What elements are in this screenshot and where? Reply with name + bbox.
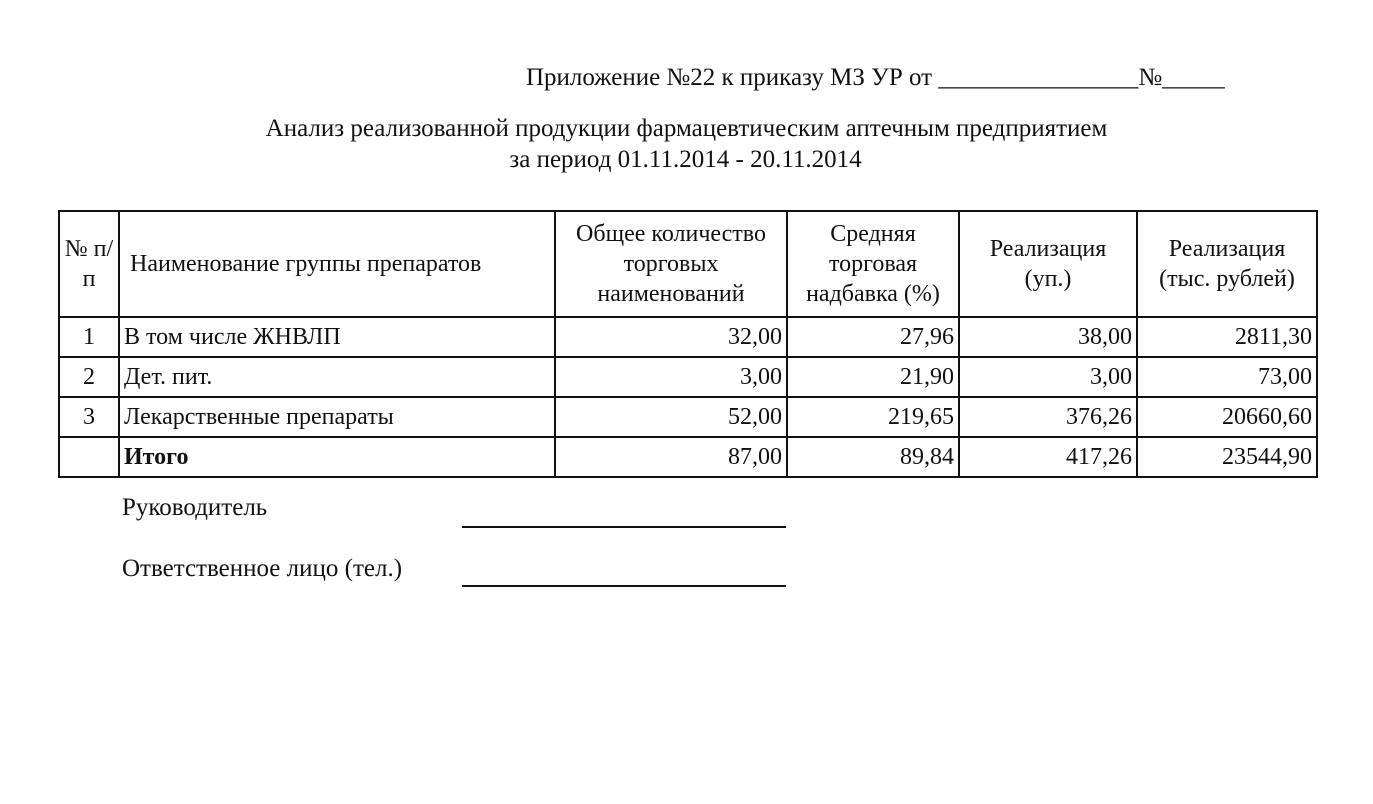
avg-markup: 27,96 [787, 317, 959, 357]
col-header-avg-markup: Средняя торговая надбавка (%) [787, 211, 959, 317]
row-number: 1 [59, 317, 119, 357]
group-name: В том числе ЖНВЛП [119, 317, 555, 357]
avg-markup: 219,65 [787, 397, 959, 437]
trade-names-count: 32,00 [555, 317, 787, 357]
col-header-number: № п/п [59, 211, 119, 317]
document-title: Анализ реализованной продукции фармацевтическим аптечным предприятием [265, 115, 1108, 142]
table-header-row [59, 211, 1317, 317]
sales-rubles: 2811,30 [1137, 317, 1317, 357]
sales-rubles: 20660,60 [1137, 397, 1317, 437]
group-name: Дет. пит. [119, 357, 555, 397]
avg-markup: 21,90 [787, 357, 959, 397]
sales-packs: 3,00 [959, 357, 1137, 397]
total-avg-markup: 89,84 [787, 437, 959, 477]
sales-packs: 38,00 [959, 317, 1137, 357]
table-row [59, 357, 1317, 397]
total-trade-names-count: 87,00 [555, 437, 787, 477]
table-row [59, 317, 1317, 357]
col-header-sales-packs: Реализация (уп.) [959, 211, 1137, 317]
group-name: Лекарственные препараты [119, 397, 555, 437]
report-period: за период 01.11.2014 - 20.11.2014 [509, 146, 862, 173]
responsible-signature-line [462, 585, 786, 587]
col-header-trade-names-count: Общее количество торговых наименований [555, 211, 787, 317]
head-signature-line [462, 526, 786, 528]
responsible-signature-label: Ответственное лицо (тел.) [122, 555, 403, 582]
row-number [59, 437, 119, 477]
col-header-group-name: Наименование группы препаратов [119, 211, 555, 317]
trade-names-count: 3,00 [555, 357, 787, 397]
sales-analysis-table [58, 210, 1318, 478]
total-sales-rubles: 23544,90 [1137, 437, 1317, 477]
total-row [59, 437, 1317, 477]
sales-packs: 376,26 [959, 397, 1137, 437]
trade-names-count: 52,00 [555, 397, 787, 437]
total-label: Итого [119, 437, 555, 477]
head-signature-label: Руководитель [122, 494, 268, 521]
sales-rubles: 73,00 [1137, 357, 1317, 397]
row-number: 2 [59, 357, 119, 397]
col-header-sales-rubles: Реализация (тыс. рублей) [1137, 211, 1317, 317]
table-row [59, 397, 1317, 437]
appendix-reference: Приложение №22 к приказу МЗ УР от ________________№_____ [526, 64, 1225, 91]
total-sales-packs: 417,26 [959, 437, 1137, 477]
row-number: 3 [59, 397, 119, 437]
